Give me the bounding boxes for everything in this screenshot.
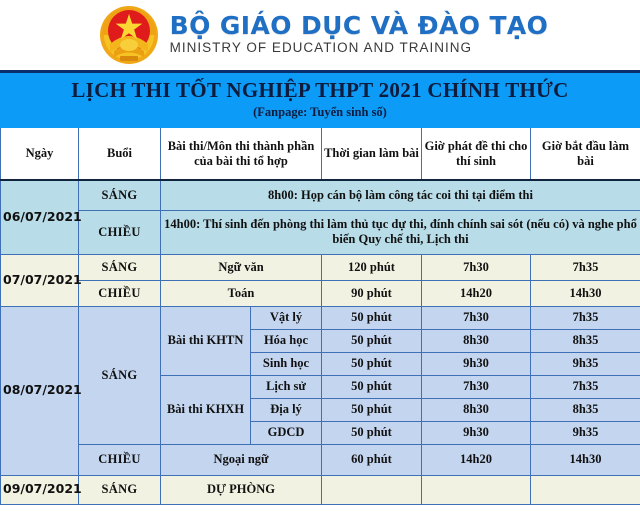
cell-session-0607-afternoon: CHIỀU [79,210,161,254]
cell-paper-khxh-0: 7h30 [422,375,531,398]
cell-subject-0707-afternoon: Toán [161,280,322,306]
page-title-banner [0,72,640,128]
page-title: LỊCH THI TỐT NGHIỆP THPT 2021 CHÍNH THỨC [71,77,569,102]
cell-subject-khxh-2: GDCD [251,421,322,444]
cell-duration-0807-afternoon: 60 phút [322,444,422,475]
masthead [0,0,640,72]
cell-subject-khxh-1: Địa lý [251,398,322,421]
cell-paper-khtn-2: 9h30 [422,352,531,375]
cell-paper-0707-afternoon: 14h20 [422,280,531,306]
cell-paper-khtn-1: 8h30 [422,329,531,352]
table-row [1,444,640,475]
table-row [1,254,640,280]
cell-session-0807-morning: SÁNG [79,306,161,444]
cell-session-0907-morning: SÁNG [79,475,161,504]
header-day: Ngày [1,128,79,180]
cell-session-0807-afternoon: CHIỀU [79,444,161,475]
table-row [1,280,640,306]
cell-duration-khxh-1: 50 phút [322,398,422,421]
cell-duration-khtn-1: 50 phút [322,329,422,352]
cell-date-0707: 07/07/2021 [1,254,79,306]
cell-paper-khtn-0: 7h30 [422,306,531,329]
cell-start-khxh-2: 9h35 [531,421,640,444]
table-row [1,475,640,504]
cell-duration-0907-morning [322,475,422,504]
cell-date-0607: 06/07/2021 [1,180,79,254]
vietnam-national-emblem-icon [98,4,160,66]
table-row [1,306,640,329]
header-subject: Bài thi/Môn thi thành phần của bài thi tổ hợp [161,128,322,180]
cell-subject-0707-morning: Ngữ văn [161,254,322,280]
cell-duration-0707-morning: 120 phút [322,254,422,280]
cell-group-khxh: Bài thi KHXH [161,375,251,444]
cell-start-khtn-0: 7h35 [531,306,640,329]
cell-subject-khtn-1: Hóa học [251,329,322,352]
cell-paper-0707-morning: 7h30 [422,254,531,280]
header-paper-time: Giờ phát đề thi cho thí sinh [422,128,531,180]
cell-duration-khtn-0: 50 phút [322,306,422,329]
cell-subject-0907-morning: DỰ PHÒNG [161,475,322,504]
ministry-name-en: MINISTRY OF EDUCATION AND TRAINING [169,40,472,56]
cell-paper-0907-morning [422,475,531,504]
cell-start-khxh-0: 7h35 [531,375,640,398]
cell-subject-khxh-0: Lịch sử [251,375,322,398]
cell-session-0607-morning: SÁNG [79,180,161,210]
cell-duration-0707-afternoon: 90 phút [322,280,422,306]
cell-duration-khxh-2: 50 phút [322,421,422,444]
cell-date-0807: 08/07/2021 [1,306,79,475]
cell-start-khtn-2: 9h35 [531,352,640,375]
cell-group-khtn: Bài thi KHTN [161,306,251,375]
cell-date-0907: 09/07/2021 [1,475,79,504]
cell-session-0707-morning: SÁNG [79,254,161,280]
ministry-name-block [169,10,549,57]
cell-subject-0807-afternoon: Ngoại ngữ [161,444,322,475]
header-start-time: Giờ bắt đầu làm bài [531,128,640,180]
cell-start-0907-morning [531,475,640,504]
cell-session-0707-afternoon: CHIỀU [79,280,161,306]
page-subtitle: (Fanpage: Tuyển sinh số) [253,105,387,120]
cell-subject-khtn-2: Sinh học [251,352,322,375]
cell-duration-khtn-2: 50 phút [322,352,422,375]
header-duration: Thời gian làm bài [322,128,422,180]
cell-start-0807-afternoon: 14h30 [531,444,640,475]
cell-paper-khxh-2: 9h30 [422,421,531,444]
table-header-row [1,128,640,180]
cell-note-0607-afternoon: 14h00: Thí sinh đến phòng thi làm thủ tục dự thi, đính chính sai sót (nếu có) và nghe phổ biến Quy chế thi, Lịch thi [161,210,640,254]
cell-paper-0807-afternoon: 14h20 [422,444,531,475]
cell-start-khtn-1: 8h35 [531,329,640,352]
table-row [1,210,640,254]
table-row [1,180,640,210]
cell-start-0707-morning: 7h35 [531,254,640,280]
cell-subject-khtn-0: Vật lý [251,306,322,329]
cell-duration-khxh-0: 50 phút [322,375,422,398]
ministry-name-vi: BỘ GIÁO DỤC VÀ ĐÀO TẠO [169,10,549,40]
header-session: Buổi [79,128,161,180]
cell-note-0607-morning: 8h00: Họp cán bộ làm công tác coi thi tại điểm thi [161,180,640,210]
cell-start-0707-afternoon: 14h30 [531,280,640,306]
cell-start-khxh-1: 8h35 [531,398,640,421]
exam-schedule-table [0,128,640,505]
cell-paper-khxh-1: 8h30 [422,398,531,421]
